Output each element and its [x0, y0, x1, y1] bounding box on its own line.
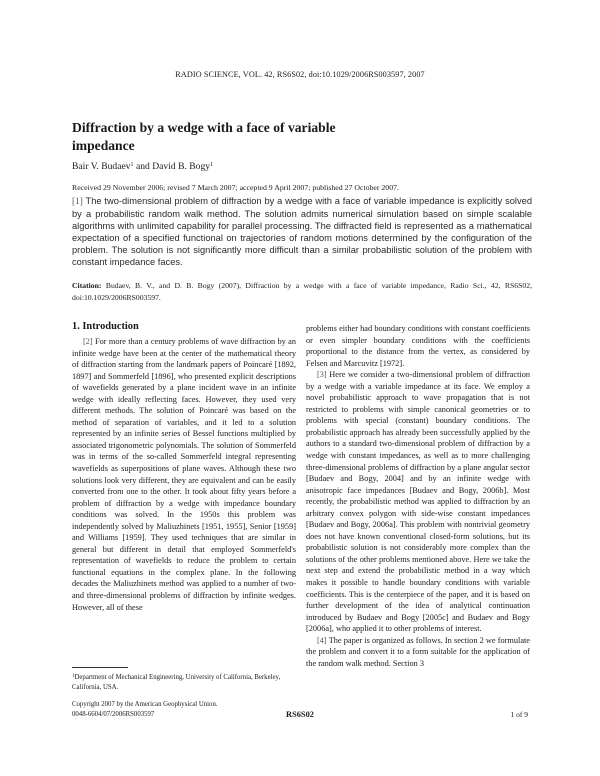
abstract-text: The two-dimensional problem of diffraction by a wedge with a face of variable impedance is explicitly solved by a probabilistic random walk method. The solution admits numerical simulation based on simple scalable algorithms with unlimited capability for parallel processing. The diffracted field is represented as a mathematical expectation of a specified functional on trajectories of random motions determined by the configuration of the problem. The solution is not significantly more difficult than a similar probabilistic solution of the problem with constant impedance faces.: [72, 196, 532, 267]
abstract-paragraph-mark: [1]: [72, 197, 83, 207]
author-1: Bair V. Budaev: [72, 161, 131, 172]
footnote-divider: [72, 667, 128, 668]
intro-paragraph-continued: problems either had boundary conditions with constant coefficients or even simpler boundary conditions with the coefficients proportional to the distance from the vertex, as considered by Felsen and Marcuvitz [1972].: [306, 324, 530, 368]
title-line-1: Diffraction by a wedge with a face of variable: [72, 120, 336, 135]
issn-line: 0048-6604/07/2006RS003597: [72, 711, 155, 718]
author-1-affiliation-mark: 1: [130, 162, 134, 168]
article-id-footer: RS6S02: [286, 710, 314, 719]
paper-title: [72, 119, 532, 155]
paragraph-mark: [2]: [83, 337, 93, 346]
running-head: RADIO SCIENCE, VOL. 42, RS6S02, doi:10.1029/2006RS003597, 2007: [175, 70, 425, 79]
affiliation-footnote: [72, 672, 296, 693]
intro-paragraph-3: [306, 369, 530, 635]
paragraph-text: Here we consider a two-dimensional problem of diffraction by a wedge with a variable impedance at its face. We employ a novel probabilistic approach to wave propagation that is not restricted to problems with simple canonical geometries or to problems with special (constant) boundary conditions. The probabilistic approach has already been successfully applied by the authors to a standard two-dimensional problem of diffraction by a wedge with constant impedances, as well as to more challenging three-dimensional problems of diffraction by a plane angular sector [Budaev and Bogy, 2004] and by an infinite wedge with anisotropic face impedances [Budaev and Bogy, 2006b]. Most recently, the probabilistic method was applied to diffraction by an arbitrary convex polygon with side-wise constant impedances [Budaev and Bogy, 2006a]. This problem with nontrivial geometry does not have known conventional closed-form solutions, but its probabilistic solution is not considerably more complex than the solutions of the other problems mentioned above. Here we take the next step and extend the probabilistic method in a way which makes it possible to handle boundary conditions with variable coefficients. This is the centerpiece of the paper, and it is based on further development of the idea of analytical continuation introduced by Budaev and Bogy [2005c] and Budaev and Bogy [2006a], who applied it to other problems of interest.: [306, 370, 530, 634]
paragraph-text: For more than a century problems of wave diffraction by an infinite wedge have been at the center of the mathematical theory of diffraction starting from the landmark papers of Poincaré [1892, 1897] and Sommerfeld [1896], who presented explicit descriptions of wavefields generated by a plane incident wave in an infinite wedge with ideally reflecting faces. However, they used very different methods. The solution of Poincaré was based on the method of separation of variables, and it led to a solution represented by an infinite series of Bessel functions multiplied by associated trigonometric polynomials. The solution of Sommerfeld was in terms of the so-called Sommerfeld integral representing wavefields as superpositions of plane waves. Although these two solutions look very different, they are equivalent and can be easily converted from one to the other. It took about fifty years before a problem of diffraction by a wedge with impedance boundary conditions was solved. In the 1950s this problem was independently solved by Maliuzhinets [1951, 1955], Senior [1959] and Williams [1959]. They used techniques that are similar in general but different in detail that employed Sommerfeld's representation of wavefields to reduce the problem to certain functional equations in the complex plane. In the following decades the Maliuzhinets method was applied to a number of two- and three-dimensional problems of diffraction by infinite wedges. However, all of these: [72, 337, 296, 612]
paragraph-mark: [3]: [317, 370, 327, 380]
title-line-2: impedance: [72, 138, 135, 153]
paragraph-text: The paper is organized as follows. In section 2 we formulate the problem and convert it to a form suitable for the application of the random walk method. Section 3: [306, 635, 530, 668]
page-number: 1 of 9: [510, 710, 528, 719]
section-heading-introduction: 1. Introduction: [72, 321, 139, 332]
copyright-line: Copyright 2007 by the American Geophysical Union.: [72, 701, 218, 708]
paragraph-mark: [4]: [317, 635, 327, 645]
abstract: [72, 196, 532, 268]
citation-text: Budaev, B. V., and D. B. Bogy (2007), Diffraction by a wedge with a face of variable impedance, Radio Sci., 42, RS6S02, doi:10.1029/2006RS003597.: [72, 281, 532, 302]
author-2-affiliation-mark: 1: [210, 162, 214, 168]
author-list: [72, 161, 213, 172]
citation-label: Citation:: [72, 281, 102, 290]
author-2: David B. Bogy: [152, 161, 211, 172]
right-column: [306, 323, 530, 743]
footnote-text: Department of Mechanical Engineering, University of California, Berkeley, California, USA.: [72, 674, 281, 691]
left-column: [72, 336, 296, 756]
intro-paragraph-2: [72, 336, 296, 613]
publication-dates: Received 29 November 2006; revised 7 March 2007; accepted 9 April 2007; published 27 October 2007.: [72, 183, 399, 192]
intro-paragraph-4: [306, 635, 530, 670]
citation: [72, 280, 532, 304]
footnote-mark: 1: [72, 674, 75, 679]
author-conjunction: and: [135, 161, 150, 172]
